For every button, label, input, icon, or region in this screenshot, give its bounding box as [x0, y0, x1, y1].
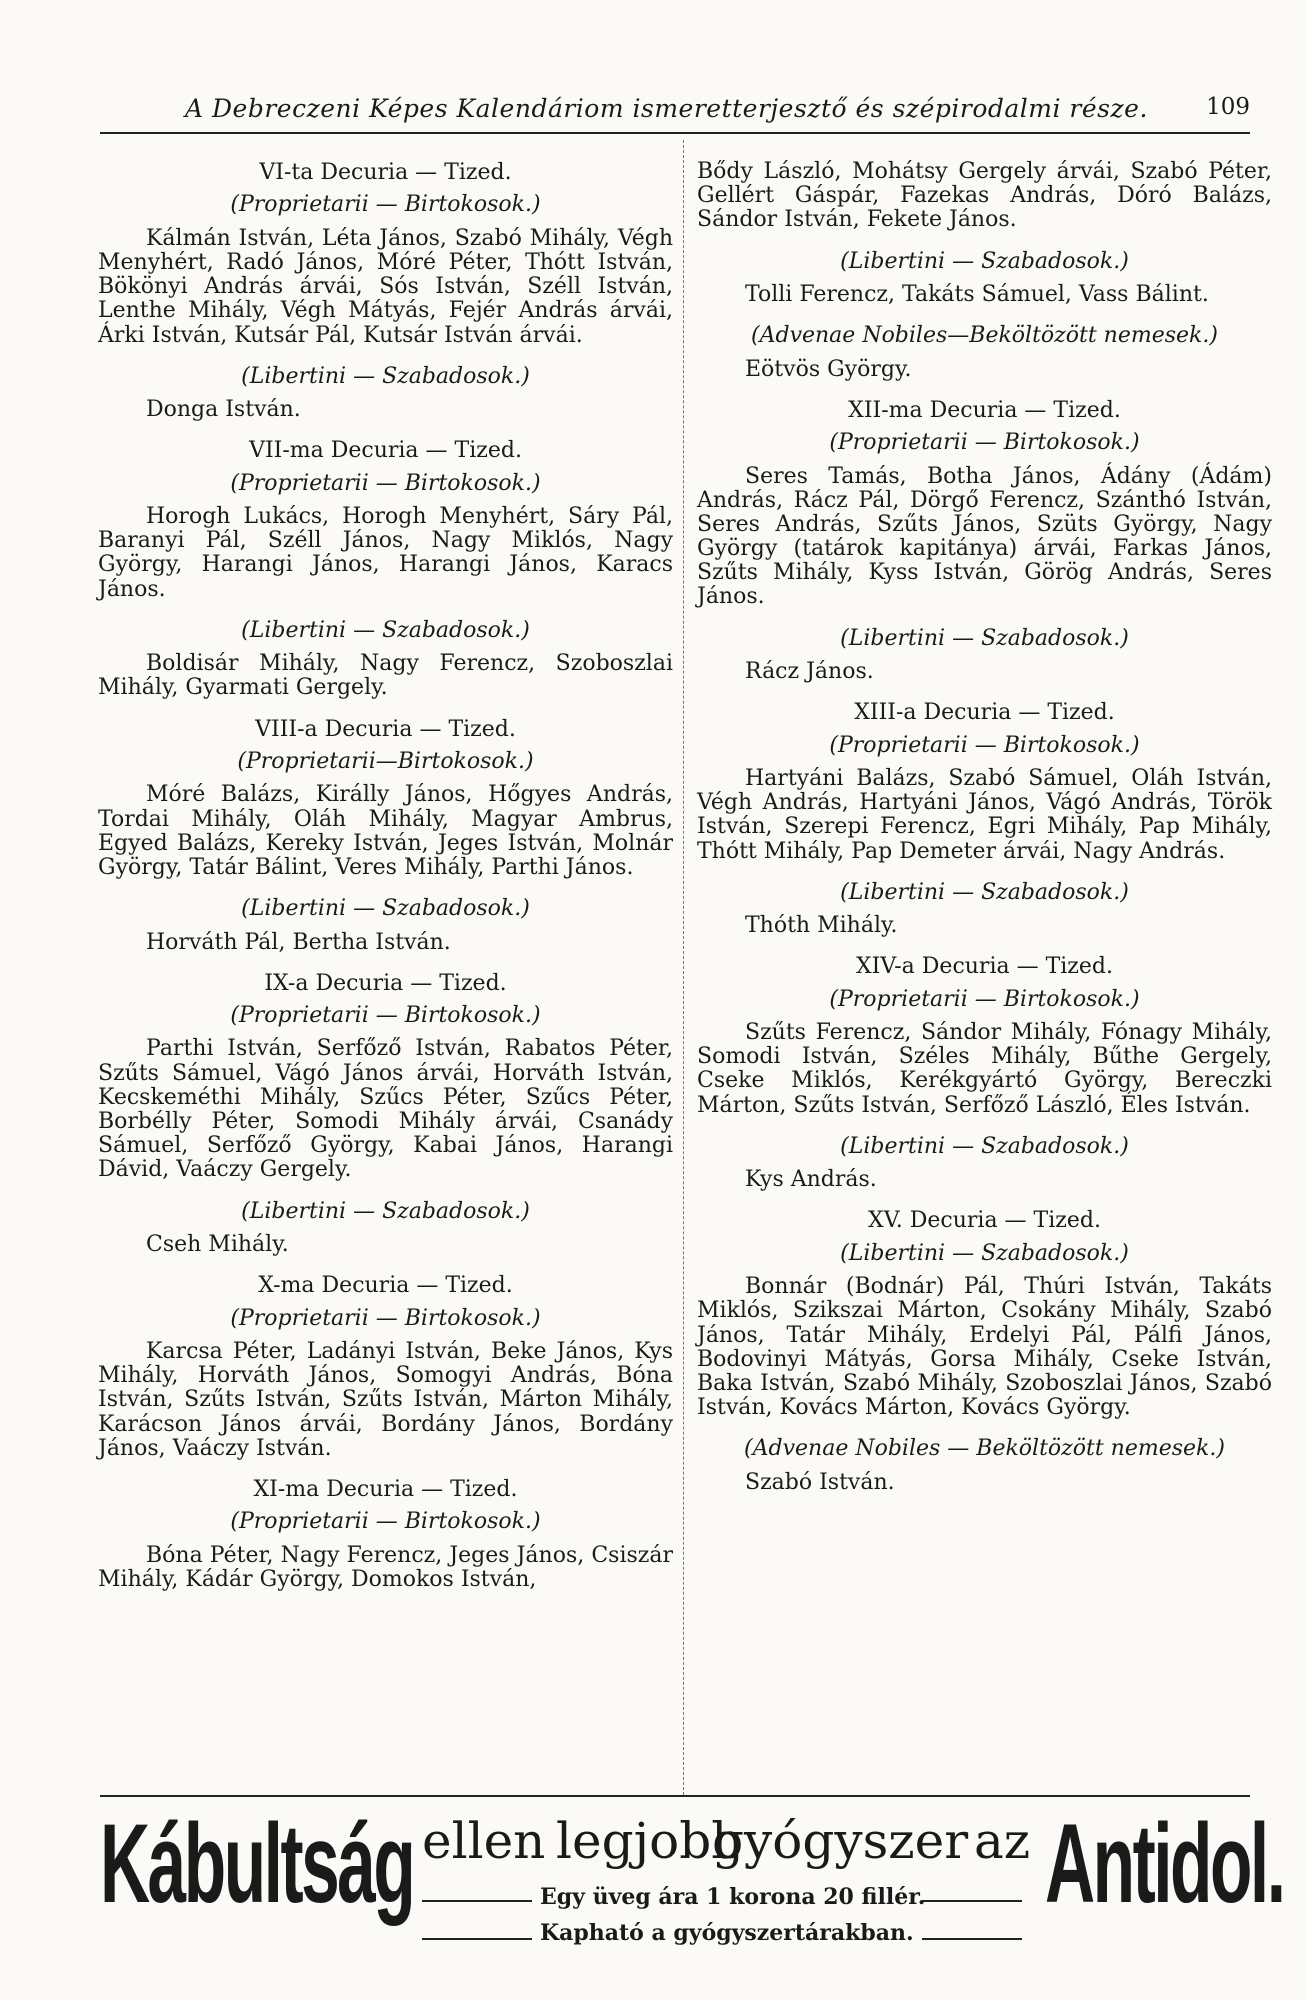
name-list: Szűts Ferencz, Sándor Mihály, Fónagy Mihály, Somodi István, Széles Mihály, Bűthe Gergely, Cseke Miklós, Kerékgyártó György, Bereczki Márton, Szűts István, Serfőző László, Éles István. — [697, 1020, 1272, 1118]
ad-rule — [922, 1900, 1022, 1902]
category-subheading: (Libertini — Szabadosok.) — [241, 896, 530, 922]
ad-word-gyogyszer: gyógyszer — [712, 1812, 969, 1870]
category-subheading: (Proprietarii — Birtokosok.) — [829, 430, 1140, 456]
page-number: 109 — [1206, 94, 1250, 120]
name-list: Thóth Mihály. — [745, 913, 898, 939]
category-subheading: (Libertini — Szabadosok.) — [241, 363, 530, 389]
category-subheading: (Proprietarii — Birtokosok.) — [230, 192, 541, 218]
ad-price-line: Egy üveg ára 1 korona 20 fillér. — [540, 1884, 926, 1910]
decuria-heading: XIII-a Decuria — Tized. — [854, 700, 1115, 726]
name-list: Boldisár Mihály, Nagy Ferencz, Szoboszlai Mihály, Gyarmati Gergely. — [98, 651, 673, 701]
category-subheading: (Advenae Nobiles—Beköltözött nemesek.) — [751, 323, 1218, 349]
category-subheading: (Proprietarii — Birtokosok.) — [230, 1305, 541, 1331]
category-subheading: (Proprietarii — Birtokosok.) — [230, 1509, 541, 1535]
running-title: A Debreczeni Képes Kalendáriom ismeretterjesztő és szépirodalmi része. — [185, 94, 1148, 123]
decuria-heading: X-ma Decuria — Tized. — [258, 1273, 513, 1299]
name-list: Seres Tamás, Botha János, Ádány (Ádám) András, Rácz Pál, Dörgő Ferencz, Szánthó István, Seres András, Szűts János, Szüts György, Nagy György (tatárok kapitánya) árvái, Farkas János, Szűts Mihály, Kyss István, Görög András, Seres János. — [697, 463, 1272, 610]
name-list: Horváth Pál, Bertha István. — [146, 929, 451, 955]
name-list: Bóna Péter, Nagy Ferencz, Jeges János, Csiszár Mihály, Kádár György, Domokos István, — [98, 1542, 673, 1592]
ad-rule — [422, 1938, 532, 1940]
name-list: Horogh Lukács, Horogh Menyhért, Sáry Pál, Baranyi Pál, Széll János, Nagy Miklós, Nagy György, Harangi János, Harangi János, Karacs János. — [98, 504, 673, 602]
ad-headline-right: Antidol. — [1045, 1801, 1284, 1926]
category-subheading: (Libertini — Szabadosok.) — [241, 617, 530, 643]
category-subheading: (Proprietarii — Birtokosok.) — [230, 470, 541, 496]
footer-rule — [100, 1795, 1250, 1797]
name-list: Tolli Ferencz, Takáts Sámuel, Vass Bálint. — [745, 281, 1209, 307]
page-header — [100, 92, 1250, 134]
name-list: Kálmán István, Léta János, Szabó Mihály, Végh Menyhért, Radó János, Móré Péter, Thótt István, Bökönyi András árvái, Sós István, Széll István, Lenthe Mihály, Végh Mátyás, Fejér András árvái, Árki István, Kutsár Pál, Kutsár István árvái. — [98, 225, 673, 348]
category-subheading: (Libertini — Szabadosok.) — [840, 879, 1129, 905]
category-subheading: (Libertini — Szabadosok.) — [840, 248, 1129, 274]
decuria-heading: VI-ta Decuria — Tized. — [259, 160, 512, 185]
decuria-heading: XV. Decuria — Tized. — [868, 1208, 1101, 1234]
name-list: Donga István. — [146, 397, 301, 423]
name-list: Rácz János. — [745, 659, 874, 685]
name-list: Bonnár (Bodnár) Pál, Thúri István, Takáts Miklós, Szikszai Márton, Csokány Mihály, Szabó János, Tatár Mihály, Erdelyi Pál, Pálfi János, Bodovinyi Mátyás, Gorsa Mihály, Cseke István, Baka István, Szabó Mihály, Szoboszlai János, Szabó István, Kovács Márton, Kovács György. — [697, 1274, 1272, 1421]
name-list: Hartyáni Balázs, Szabó Sámuel, Oláh István, Végh András, Hartyáni János, Vágó András, Török István, Szerepi Ferencz, Egri Mihály, Pap Mihály, Thótt Mihály, Pap Demeter árvái, Nagy András. — [697, 765, 1272, 864]
category-subheading: (Proprietarii — Birtokosok.) — [829, 732, 1140, 758]
ad-word-ellen: ellen — [422, 1812, 546, 1870]
category-subheading: (Proprietarii — Birtokosok.) — [829, 986, 1140, 1012]
category-subheading: (Libertini — Szabadosok.) — [241, 1198, 530, 1224]
name-list: Bődy László, Mohátsy Gergely árvái, Szabó Péter, Gellért Gáspár, Fazekas András, Dóró Balázs, Sándor István, Fekete János. — [697, 159, 1272, 233]
name-list: Eötvös György. — [745, 356, 912, 382]
decuria-heading: XI-ma Decuria — Tized. — [253, 1476, 518, 1502]
ad-headline-left: Kábultság — [100, 1801, 414, 1926]
ad-availability-line: Kapható a gyógyszertárakban. — [540, 1920, 914, 1946]
category-subheading: (Proprietarii — Birtokosok.) — [230, 1003, 541, 1029]
category-subheading: (Libertini — Szabadosok.) — [840, 1240, 1129, 1266]
ad-rule — [922, 1938, 1022, 1940]
name-list: Kys András. — [745, 1167, 877, 1193]
decuria-heading: XII-ma Decuria — Tized. — [848, 397, 1121, 423]
decuria-heading: IX-a Decuria — Tized. — [264, 970, 507, 996]
name-list: Parthi István, Serfőző István, Rabatos Péter, Szűts Sámuel, Vágó János árvái, Horváth István, Kecskeméthi Mihály, Szűcs Péter, Szűcs Péter, Borbélly Péter, Somodi Mihály árvái, Csanády Sámuel, Serfőző György, Kabai János, Harangi Dávid, Vaáczy Gergely. — [98, 1036, 673, 1183]
ad-rule — [422, 1900, 532, 1902]
ad-word-az: az — [974, 1812, 1031, 1870]
decuria-heading: XIV-a Decuria — Tized. — [856, 954, 1113, 980]
category-subheading: (Libertini — Szabadosok.) — [840, 1133, 1129, 1159]
decuria-heading: VIII-a Decuria — Tized. — [255, 716, 516, 742]
category-subheading: (Libertini — Szabadosok.) — [840, 625, 1129, 651]
column-divider — [683, 140, 684, 1795]
right-column — [697, 160, 1272, 1511]
category-subheading: (Proprietarii—Birtokosok.) — [237, 748, 534, 774]
ad-word-legjobb: legjobb — [556, 1812, 744, 1870]
category-subheading: (Advenae Nobiles — Beköltözött nemesek.) — [744, 1436, 1225, 1462]
name-list: Szabó István. — [745, 1469, 895, 1495]
name-list: Cseh Mihály. — [146, 1232, 289, 1257]
name-list: Karcsa Péter, Ladányi István, Beke János, Kys Mihály, Horváth János, Somogyi András, Bóna István, Szűts István, Szűts István, Márton Mihály, Karácson János árvái, Bordány János, Bordány János, Vaáczy István. — [98, 1338, 673, 1461]
name-list: Móré Balázs, Királly János, Hőgyes András, Tordai Mihály, Oláh Mihály, Magyar Ambrus, Egyed Balázs, Kereky István, Jeges István, Molnár György, Tatár Bálint, Veres Mihály, Parthi János. — [98, 782, 673, 880]
left-column — [98, 160, 673, 1608]
decuria-heading: VII-ma Decuria — Tized. — [249, 438, 522, 464]
advertisement — [100, 1801, 1284, 1958]
